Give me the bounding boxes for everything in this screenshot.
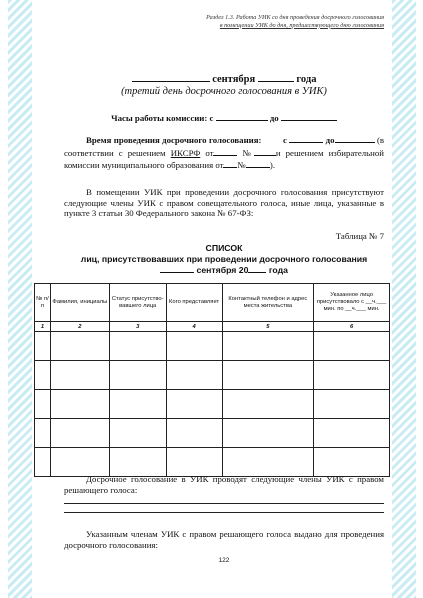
table-cell[interactable] [35, 390, 51, 419]
signature-line[interactable] [64, 503, 384, 504]
commission-text: избирательной комиссии муниципального образования [64, 147, 384, 171]
col-header-contact: Контактный телефон и адрес места жительства [222, 284, 314, 322]
year-word: года [296, 74, 317, 85]
third-day-note: (третий день досрочного голосования в УИК) [121, 86, 327, 97]
right-decorative-stripe [392, 0, 416, 598]
hours-mid: до [269, 113, 279, 123]
table-cell[interactable] [314, 448, 390, 477]
table-number: Таблица № 7 [335, 231, 384, 241]
decision-date-blank-2 [223, 158, 237, 168]
decision-text-2: решением [285, 147, 324, 158]
col-number-3: 3 [109, 322, 166, 332]
col-number-2: 2 [50, 322, 109, 332]
table-cell[interactable] [35, 419, 51, 448]
members-text: Досрочное голосование в УИК проводят следующие члены УИК с правом решающего голоса: [64, 474, 384, 495]
voting-time-label: Время проведения досрочного голосования: [86, 135, 262, 145]
month-word: сентября [212, 74, 256, 85]
table-cell[interactable] [109, 419, 166, 448]
year-blank [258, 72, 294, 82]
list-title-month: сентября 20 [196, 265, 249, 275]
col-header-number: № п/ п [35, 284, 51, 322]
voting-time-from: с [282, 135, 287, 145]
presence-text: В помещении УИК при проведении досрочного голосования присутствуют следующие члены УИК с правом совещательного голоса, иные лица, указанные в пункте 3 статьи 30 Федерального закона № 67-ФЗ: [64, 187, 384, 219]
table-cell[interactable] [35, 448, 51, 477]
decision-date-blank [213, 146, 237, 156]
list-title-year-word: года [268, 265, 288, 275]
table-cell[interactable] [314, 361, 390, 390]
list-title-heading: СПИСОК [205, 243, 243, 253]
issued-text: Указанным членам УИК с правом решающего голоса выдано для проведения досрочного голосования: [64, 529, 384, 550]
table-header-row [35, 284, 390, 322]
decision-from: от [205, 147, 214, 158]
table-cell[interactable] [50, 419, 109, 448]
header-line-2: в помещении УИК до дня, предшествующего дню голосования [219, 21, 384, 29]
decision-no-2: № [237, 160, 246, 171]
decision-number-blank-2 [246, 158, 270, 168]
col-header-name: Фамилия, инициалы [50, 284, 109, 322]
decision-from-2: от [215, 160, 224, 171]
table-cell[interactable] [222, 390, 314, 419]
table-cell[interactable] [222, 419, 314, 448]
table-row [35, 390, 390, 419]
table-cell[interactable] [314, 390, 390, 419]
list-year-blank [248, 264, 266, 273]
table-cell[interactable] [50, 390, 109, 419]
table-cell[interactable] [166, 390, 222, 419]
col-header-status: Статус присутство- вавшего лица [109, 284, 166, 322]
table-cell[interactable] [109, 332, 166, 361]
header-line-1: Раздел 1.3. Работа УИК со дня проведения досрочного голосования [206, 14, 384, 21]
decision-text: (в соответствии с решением [64, 135, 385, 158]
day-blank [132, 72, 210, 82]
document-page [36, 0, 387, 598]
table-cell[interactable] [222, 332, 314, 361]
table-cell[interactable] [35, 332, 51, 361]
table-cell[interactable] [166, 361, 222, 390]
org-link: ИКСРФ [170, 147, 201, 158]
table-cell[interactable] [109, 448, 166, 477]
table-cell[interactable] [166, 419, 222, 448]
table-cell[interactable] [222, 448, 314, 477]
table-cell[interactable] [109, 361, 166, 390]
page-number: 122 [218, 557, 230, 564]
hours-from-blank [216, 111, 268, 121]
decision-number-blank [254, 146, 276, 156]
col-number-6: 6 [314, 322, 390, 332]
presence-paragraph [64, 187, 384, 219]
attendance-table [34, 283, 390, 477]
commission-hours-line [64, 111, 384, 123]
table-row [35, 361, 390, 390]
table-cell[interactable] [50, 448, 109, 477]
members-paragraph [64, 474, 384, 495]
table-row [35, 419, 390, 448]
decision-and: и [275, 147, 281, 158]
col-number-5: 5 [222, 322, 314, 332]
list-title [64, 243, 384, 276]
table-cell[interactable] [50, 332, 109, 361]
table-row [35, 332, 390, 361]
left-decorative-stripe [8, 0, 32, 598]
running-header [64, 14, 384, 29]
col-number-1: 1 [35, 322, 51, 332]
col-header-time: Указанное лицо присутствовало с __ч.___ мин. по __ч.___ мин. [314, 284, 390, 322]
voting-to-blank [335, 133, 375, 143]
voting-time-to: до [325, 135, 335, 145]
table-row [35, 448, 390, 477]
voting-time-paragraph [64, 133, 384, 171]
signature-line[interactable] [64, 512, 384, 513]
table-cell[interactable] [314, 332, 390, 361]
table-column-numbers-row [35, 322, 390, 332]
hours-to-blank [281, 111, 337, 121]
date-line [64, 72, 384, 85]
voting-from-blank [289, 133, 323, 143]
issued-paragraph [64, 529, 384, 550]
col-header-represents: Кого представляет [166, 284, 222, 322]
table-cell[interactable] [35, 361, 51, 390]
hours-label: Часы работы комиссии: с [111, 113, 214, 123]
table-cell[interactable] [314, 419, 390, 448]
table-cell[interactable] [50, 361, 109, 390]
decision-no: № [242, 147, 254, 158]
decision-end: ). [269, 160, 276, 171]
list-day-blank [160, 264, 194, 273]
table-cell[interactable] [109, 390, 166, 419]
table-cell[interactable] [166, 448, 222, 477]
list-title-subheading: лиц, присутствовавших при проведении досрочного голосования [80, 253, 368, 264]
table-cell[interactable] [166, 332, 222, 361]
col-number-4: 4 [166, 322, 222, 332]
table-cell[interactable] [222, 361, 314, 390]
